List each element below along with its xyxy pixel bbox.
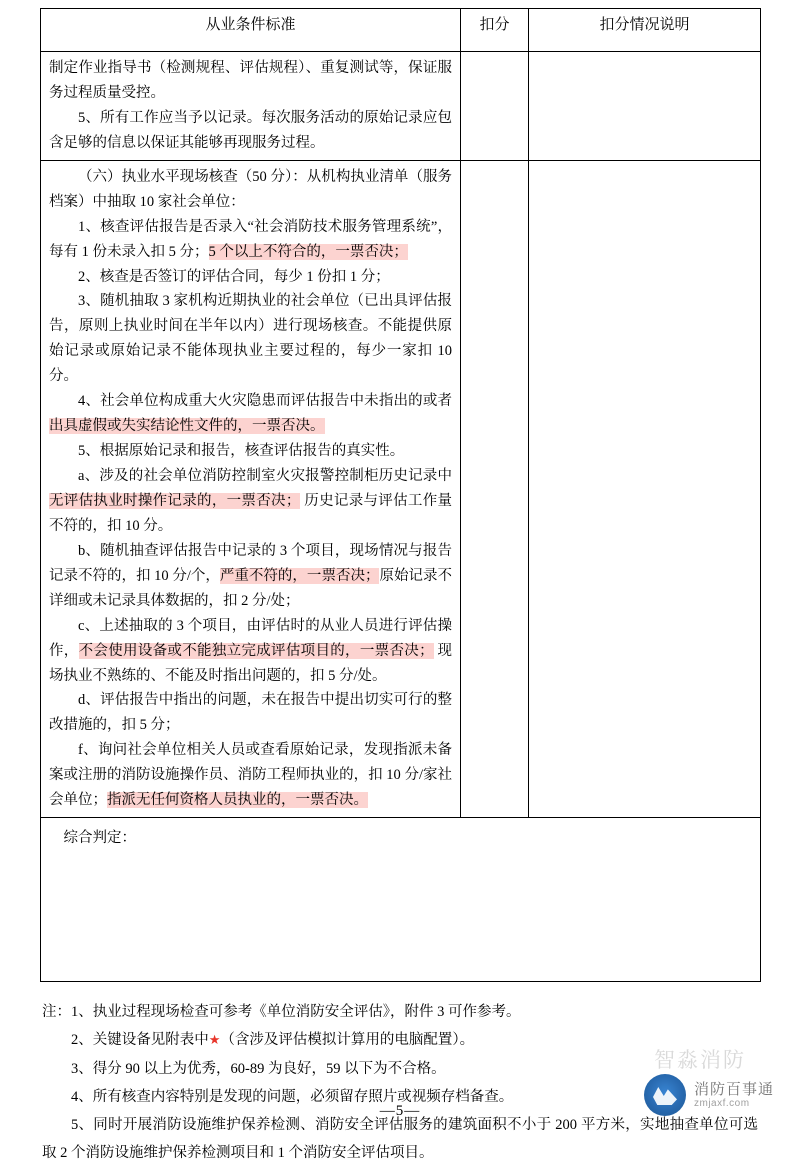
- criteria-paragraph: [49, 289, 452, 389]
- summary-label: 综合判定：: [63, 830, 136, 847]
- highlighted-text: 指派无任何资格人员执业的，一票否决。: [107, 792, 368, 809]
- watermark-title: 消防百事通: [693, 1080, 774, 1098]
- explanation-cell-1[interactable]: [529, 52, 761, 161]
- text-run: 现场执业不熟练的、不能及时指出问题的，扣 5 分/处。: [49, 642, 453, 684]
- header-criteria: 从业条件标准: [41, 9, 461, 52]
- criteria-paragraph: [49, 539, 452, 614]
- note-item: 5、同时开展消防设施维护保养检测、消防安全评估服务的建筑面积不小于 200 平方米，实地抽查单位可选取 2 个消防设施维护保养检测项目和 1 个消防安全评估项目。: [42, 1117, 758, 1162]
- note-item: 3、得分 90 以上为优秀，60-89 为良好，59 以下为不合格。: [71, 1060, 446, 1077]
- text-run: （含涉及评估模拟计算用的电脑配置）。: [220, 1032, 475, 1049]
- text-run: b、随机抽查评估报告中记录的 3 个项目，现场情况与报告记录不符的，扣 10 分/个，: [49, 542, 452, 584]
- document-page: [0, 8, 800, 1162]
- explanation-cell-2[interactable]: [529, 160, 761, 817]
- text-run: c、上述抽取的 3 个项目，由评估时的从业人员进行评估操作，: [49, 617, 452, 659]
- note-item: 4、所有核查内容特别是发现的问题，必须留存照片或视频存档备查。: [71, 1088, 514, 1105]
- note-item: 注：1、执业过程现场检查可参考《单位消防安全评估》，附件 3 可作参考。: [42, 1004, 521, 1021]
- highlighted-text: 5 个以上不符合的，一票否决；: [208, 243, 408, 260]
- criteria-paragraph: [49, 389, 452, 439]
- table-header-row: [41, 9, 761, 52]
- text-run: 原始记录不详细或未记录具体数据的，扣 2 分/处；: [49, 567, 453, 609]
- criteria-paragraph: [49, 614, 452, 689]
- star-icon: ★: [208, 1032, 221, 1048]
- criteria-paragraph: [49, 464, 452, 539]
- criteria-paragraph: [49, 439, 452, 464]
- text-run: 历史记录与评估工作量不符的，扣 10 分。: [49, 492, 453, 534]
- header-explanation: 扣分情况说明: [529, 9, 761, 52]
- header-deduction: 扣分: [461, 9, 529, 52]
- table-row: [41, 52, 761, 161]
- flame-logo-icon: [644, 1074, 686, 1116]
- text-run: 5、根据原始记录和报告，核查评估报告的真实性。: [78, 443, 405, 460]
- deduction-cell-2[interactable]: [461, 160, 529, 817]
- criteria-paragraph: [49, 56, 452, 106]
- table-row: [41, 160, 761, 817]
- text-run: d、评估报告中指出的问题，未在报告中提出切实可行的整改措施的，扣 5 分；: [49, 692, 452, 734]
- text-run: 1、核查评估报告是否录入“社会消防技术服务管理系统”，每有 1 份未录入扣 5 分；: [49, 218, 452, 260]
- text-run: 4、社会单位构成重大火灾隐患而评估报告中未指出的或者: [78, 393, 452, 410]
- summary-row: [41, 818, 761, 982]
- criteria-paragraph: [49, 106, 452, 156]
- page-number: —5—: [379, 1103, 421, 1119]
- text-run: 5、所有工作应当予以记录。每次服务活动的原始记录应包含足够的信息以保证其能够再现服务过程。: [49, 109, 452, 151]
- summary-cell[interactable]: [41, 818, 761, 982]
- highlighted-text: 严重不符的，一票否决；: [219, 567, 380, 584]
- deduction-cell-1[interactable]: [461, 52, 529, 161]
- highlighted-text: 出具虚假或失实结论性文件的，一票否决。: [49, 418, 325, 435]
- highlighted-text: 无评估执业时操作记录的，一票否决；: [49, 492, 301, 509]
- watermark-url: zmjaxf.com: [693, 1097, 750, 1109]
- text-run: f、询问社会单位相关人员或查看原始记录，发现指派未备案或注册的消防设施操作员、消防工程师执业的，扣 10 分/家社会单位；: [49, 742, 452, 809]
- text-run: （六）执业水平现场核查（50 分）：从机构执业清单（服务档案）中抽取 10 家社会单位：: [49, 168, 452, 210]
- watermark-text: [694, 1081, 774, 1110]
- text-run: 制定作业指导书（检测规程、评估规程）、重复测试等，保证服务过程质量受控。: [49, 60, 452, 101]
- criteria-paragraph: [49, 215, 452, 265]
- text-run: a、涉及的社会单位消防控制室火灾报警控制柜历史记录中: [78, 468, 452, 484]
- criteria-paragraph: [49, 165, 452, 215]
- criteria-paragraph: [49, 738, 452, 813]
- text-run: 3、随机抽取 3 家机构近期执业的社会单位（已出具评估报告，原则上执业时间在半年以内）进行现场核查。不能提供原始记录或原始记录不能体现执业主要过程的，每少一家扣 10 分。: [49, 293, 452, 385]
- ghost-watermark: 智淼消防: [654, 1049, 746, 1072]
- criteria-cell-1: [41, 52, 461, 161]
- highlighted-text: 不会使用设备或不能独立完成评估项目的，一票否决；: [78, 642, 434, 659]
- criteria-table: [40, 8, 761, 982]
- text-run: 2、核查是否签订的评估合同，每少 1 份扣 1 分；: [78, 268, 390, 285]
- watermark-badge: [644, 1074, 774, 1116]
- note-item: 2、关键设备见附表中★（含涉及评估模拟计算用的电脑配置）。: [71, 1032, 475, 1049]
- criteria-paragraph: [49, 265, 452, 290]
- criteria-paragraph: [49, 688, 452, 738]
- criteria-cell-2: [41, 160, 461, 817]
